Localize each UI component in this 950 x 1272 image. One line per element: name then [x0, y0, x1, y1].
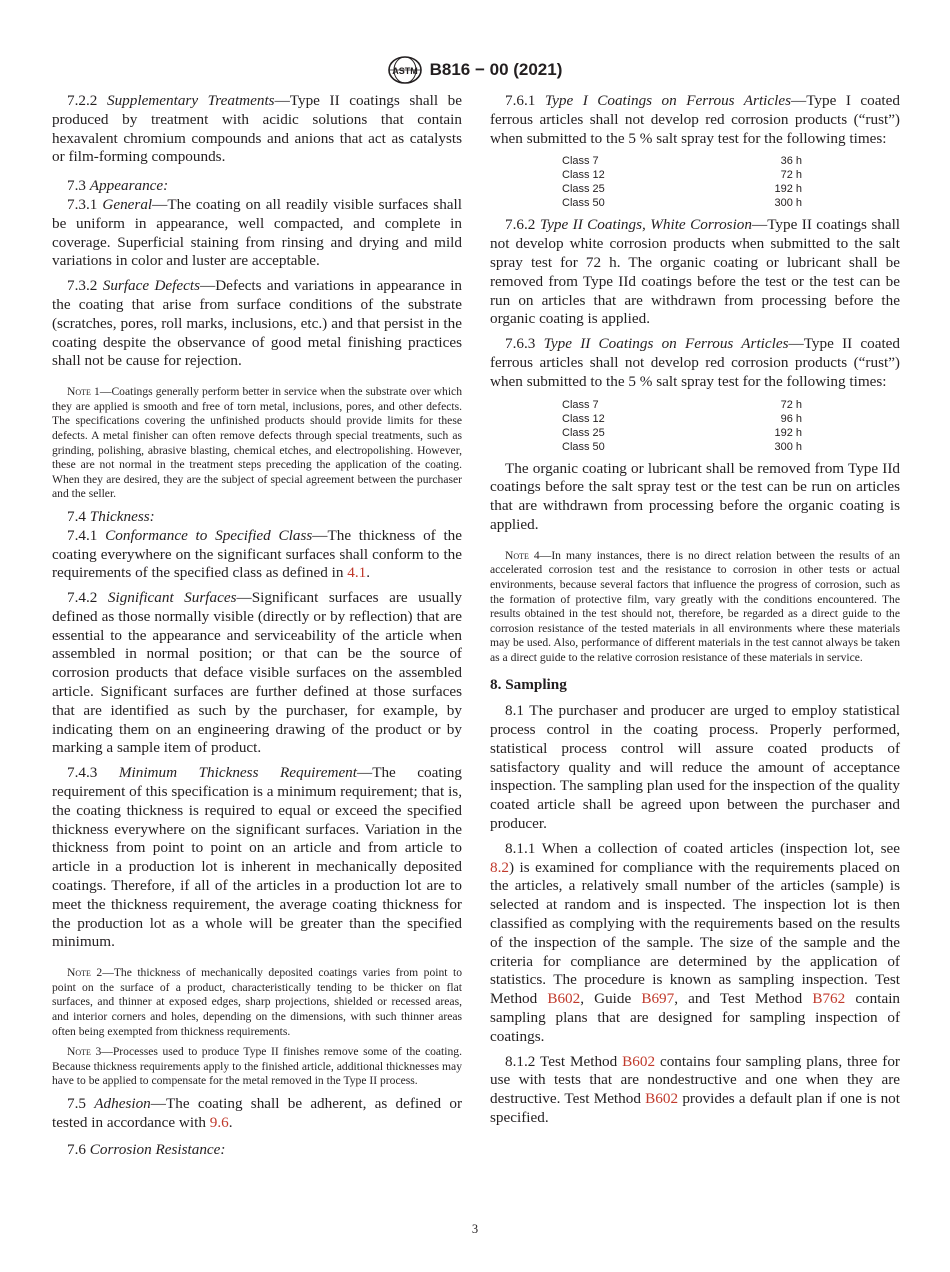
table-row: Class 50 300 h [562, 197, 802, 210]
note-3: Note 3—Processes used to produce Type II finishes remove some of the coating. Because thickness requirements apply to the finished article, additional thicknesses may have to be applied to compensate for the metal removed in the Type II process. [52, 1045, 462, 1088]
page-number: 3 [471, 1222, 479, 1236]
salt-spray-table-type-2 [562, 398, 802, 454]
section-7-2-2: 7.2.2 Supplementary Treatments—Type II coatings shall be produced by treatment with acidic solutions that contain hexavalent chromium compounds and anions that act as catalysts or film-forming compounds. [52, 92, 462, 166]
note-1: Note 1—Coatings generally perform better in service when the substrate over which they are applied is smooth and free of torn metal, inclusions, pores, and other defects. The specifications covering the unfinished products should provide limits for these defects. A metal finisher can often remove defects through special treatments, such as grinding, polishing, abrasive blasting, chemical etches, and electropolishing. However, these are not normal in the treatment steps preceding the application of the coating. When they are desired, they are the subject of special agreement between the purchaser and the seller. [52, 385, 462, 501]
table-row: Class 50 300 h [562, 440, 802, 453]
ref-b762[interactable]: B762 [812, 990, 846, 1008]
table-row: Class 12 96 h [562, 412, 802, 425]
ref-4-1[interactable]: 4.1 [347, 564, 367, 582]
section-8-heading: 8. Sampling [490, 675, 567, 693]
table-row: Class 12 72 h [562, 169, 802, 182]
section-7-6-3: 7.6.3 Type II Coatings on Ferrous Articles—Type II coated ferrous articles shall not develop red corrosion products (“rust”) when submitted to the 5 % salt spray test for the following times: [490, 335, 901, 390]
salt-spray-table-type-1 [562, 154, 802, 210]
astm-logo-icon [388, 56, 422, 84]
table-row: Class 7 36 h [562, 155, 802, 168]
right-column [490, 92, 900, 1134]
ref-b602[interactable]: B602 [547, 990, 581, 1008]
section-7-4-3: 7.4.3 Minimum Thickness Requirement—The coating requirement of this specification is a minimum requirement; that is, the coating thickness is required to equal or exceed the specified thickness everywhere on the significant surfaces. Variation in the thickness from point to point on an article and from article to article in a production lot is inherent in mechanically deposited coatings. Therefore, if all of the articles in a production lot are to meet the thickness requirement, the average coating thickness for the production lot as a whole will be greater than the specified minimum. [52, 764, 462, 951]
section-7-6-2: 7.6.2 Type II Coatings, White Corrosion—Type II coatings shall not develop white corrosion products when submitted to the salt spray test for 72 h. The organic coating or lubricant shall be removed from Type IId coatings before the test or the test can be run on articles that are withdrawn from processing before the organic coating is applied. [490, 216, 901, 328]
table-row: Class 7 72 h [562, 398, 802, 411]
section-7-4-1: 7.4.1 Conformance to Specified Class—The thickness of the coating everywhere on the significant surfaces shall conform to the requirements of the specified class as defined in 4.1. [52, 526, 463, 582]
ref-b602[interactable]: B602 [622, 1052, 656, 1070]
ref-b697[interactable]: B697 [641, 990, 675, 1008]
section-7-3-1: 7.3.1 General—The coating on all readily visible surfaces shall be uniform in appearance, well compacted, and complete in coverage. Superficial staining from rinsing and drying and mild variations in color and luster are acceptable. [52, 195, 462, 270]
note-2: Note 2—The thickness of mechanically deposited coatings varies from point to point on the surface of a product, characteristically tending to be thicker on flat surfaces, and thinner at exposed edges, sharp projections, shielded or recessed areas, and interior corners and holes, depending on the dimensions, with such thinner areas often being exempted from thickness requirements. [52, 966, 462, 1038]
section-7-4: 7.4 Thickness: [67, 507, 155, 525]
page-header [0, 56, 950, 84]
section-7-3-2: 7.3.2 Surface Defects—Defects and variations in appearance in the coating that arise from surface conditions of the substrate (scratches, pores, roll marks, inclusions, etc.) and that persist in the coating despite the observance of good metal finishing practices shall not be cause for rejection. [52, 277, 463, 370]
ref-9-6[interactable]: 9.6 [209, 1113, 229, 1131]
section-8-1-2: 8.1.2 Test Method B602 contains four sampling plans, three for use with tests that are nondestructive and one when they are destructive. Test Method B602 provides a default plan if one is not specified. [490, 1052, 901, 1127]
ref-b602[interactable]: B602 [645, 1090, 679, 1108]
table-row: Class 25 192 h [562, 183, 802, 196]
section-7-6-1: 7.6.1 Type I Coatings on Ferrous Articles—Type I coated ferrous articles shall not develop red corrosion products (“rust”) when submitted to the 5 % salt spray test for the following times: [490, 92, 900, 147]
section-8-1: 8.1 The purchaser and producer are urged to employ statistical process control in the coating process. Properly performed, statistical process control will assure coated products of satisfactory quality and will reduce the amount of acceptance inspection. The sampling plan used for the inspection of the quality coated article shall be agreed upon between the purchaser and producer. [490, 702, 900, 833]
section-7-4-2: 7.4.2 Significant Surfaces—Significant surfaces are usually defined as those normally visible (directly or by reflection) that are essential to the appearance and serviceability of the article when assembled in normal position; or that can be the source of corrosion products that deface visible surfaces on the assembled article. Significant surfaces are further defined at those surfaces that are identified as such by the purchaser, for example, by indicating them on an engineering drawing of the product or by marking a sample item of product. [52, 589, 462, 757]
standard-designation: B816 − 00 (2021) [429, 60, 563, 79]
table-row: Class 25 192 h [562, 426, 802, 439]
section-7-3: 7.3 Appearance: [67, 177, 169, 195]
left-column [52, 92, 462, 1165]
section-8-1-1: 8.1.1 When a collection of coated articles (inspection lot, see 8.2) is examined for compliance with the requirements placed on the articles, a relatively small number of the articles (sample) is selected at random and is inspected. The inspection lot is then classified as complying with the requirements based on the results of the inspection of the sample. The size of the sample and the criteria for compliance are determined by the application of statistics. The procedure is known as sampling inspection. Test Method B602, Guide B697, and Test Method B762 contain sampling plans that are designed for sampling inspection of coatings. [490, 839, 901, 1045]
note-4: Note 4—In many instances, there is no direct relation between the results of an accelerated corrosion test and the resistance to corrosion in other tests or actual environments, because several factors that influence the progress of corrosion, such as the formation of protective film, vary greatly with the conditions encountered. The results obtained in the test should not, therefore, be regarded as a direct guide to the corrosion resistance of the tested materials in all environments where these materials may be used. Also, performance of different materials in the test cannot always be taken as a direct guide to the relative corrosion resistance of these materials in service. [490, 548, 900, 664]
section-7-5: 7.5 Adhesion—The coating shall be adherent, as defined or tested in accordance with 9.6. [52, 1094, 462, 1131]
section-7-6: 7.6 Corrosion Resistance: [67, 1140, 226, 1158]
ref-8-2[interactable]: 8.2 [490, 858, 509, 876]
organic-coating-paragraph: The organic coating or lubricant shall be removed from Type IId coatings before the salt spray test or the test can be run on articles that are withdrawn from processing before the organic coating is applied. [490, 459, 900, 533]
svg-text:ASTM: ASTM [391, 66, 418, 76]
